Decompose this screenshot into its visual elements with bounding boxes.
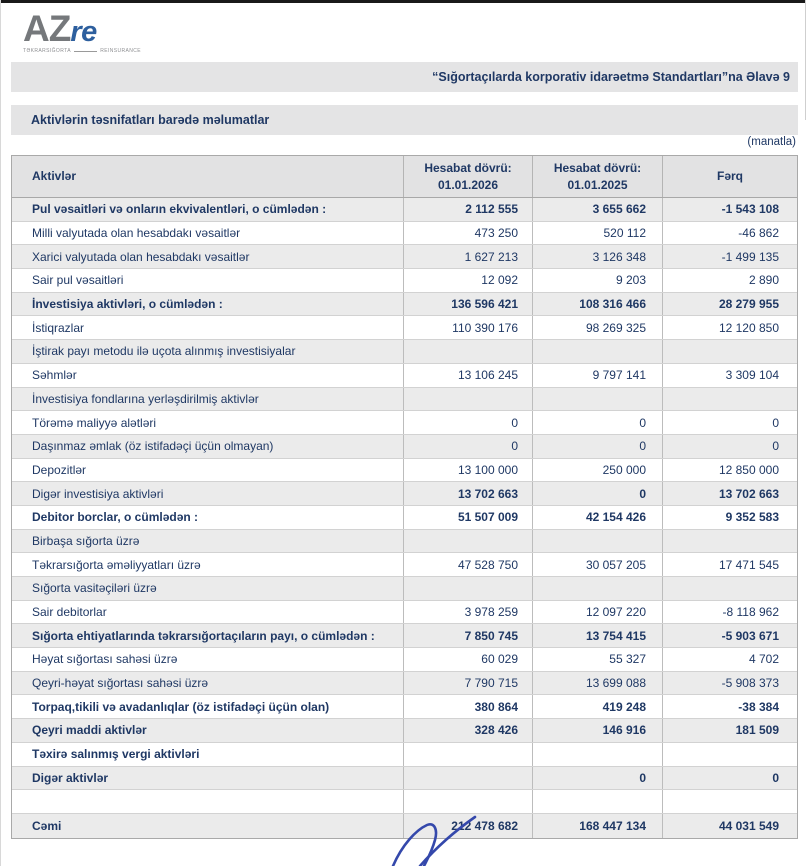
- row-label: Cəmi: [12, 814, 404, 838]
- logo-tagline-left: TƏKRARSIĞORTA: [23, 48, 71, 54]
- row-value: [533, 790, 663, 813]
- row-value: 3 309 104: [725, 368, 779, 383]
- row-label: [12, 790, 404, 813]
- table-row: [12, 767, 797, 791]
- row-value: [663, 577, 797, 600]
- logo-tagline-right: REINSURANCE: [100, 48, 141, 54]
- column-header-2026-line1: Hesabat dövrü:: [424, 161, 512, 176]
- column-header-2025-line2: 01.01.2025: [567, 177, 628, 192]
- row-value: 473 250: [404, 222, 533, 245]
- column-header-2025: [533, 156, 663, 197]
- row-value: 146 916: [533, 719, 663, 742]
- row-value: 3 126 348: [533, 245, 663, 268]
- table-row: [12, 553, 797, 577]
- row-value: 44 031 549: [718, 818, 779, 833]
- table-row: [12, 814, 797, 838]
- row-value: 0: [404, 411, 533, 434]
- row-value: 7 850 745: [404, 624, 533, 647]
- row-value: 17 471 545: [718, 557, 779, 572]
- table-row: [12, 459, 797, 483]
- row-value: [663, 743, 797, 766]
- row-label: İnvestisiya fondlarına yerləşdirilmiş aktivlər: [12, 388, 404, 411]
- table-row: [12, 245, 797, 269]
- row-value: 0: [772, 415, 779, 430]
- row-label: Qeyri-həyat sığortası sahəsi üzrə: [12, 672, 404, 695]
- row-label: Birbaşa sığorta üzrə: [12, 530, 404, 553]
- row-value: 9 203: [533, 269, 663, 292]
- row-label: Sığorta ehtiyatlarında təkrarsığortaçıların payı, o cümlədən :: [12, 624, 404, 647]
- row-value: 13 106 245: [404, 364, 533, 387]
- row-value: [533, 388, 663, 411]
- row-label: Təkrarsığorta əməliyyatları üzrə: [12, 553, 404, 576]
- row-label: Qeyri maddi aktivlər: [12, 719, 404, 742]
- logo-part-re: re: [70, 16, 97, 48]
- row-value: 181 509: [735, 723, 779, 738]
- row-value: 60 029: [404, 648, 533, 671]
- row-label: Digər aktivlər: [12, 767, 404, 790]
- row-value: 136 596 421: [404, 293, 533, 316]
- table-row: [12, 577, 797, 601]
- row-value: 12 850 000: [718, 462, 779, 477]
- table-row: [12, 435, 797, 459]
- table-row: [12, 743, 797, 767]
- row-value: [533, 577, 663, 600]
- row-value: 4 702: [748, 652, 779, 667]
- column-header-assets: Aktivlər: [12, 156, 404, 197]
- row-value: 0: [533, 767, 663, 790]
- column-header-diff: Fərq: [716, 169, 743, 184]
- row-label: Törəmə maliyyə alətləri: [12, 411, 404, 434]
- table-row: [12, 293, 797, 317]
- logo-tagline: [23, 48, 141, 54]
- table-row: [12, 719, 797, 743]
- row-value: [533, 530, 663, 553]
- header-note-band: [11, 62, 798, 92]
- row-value: [663, 340, 797, 363]
- row-value: 51 507 009: [404, 506, 533, 529]
- column-header-2025-line1: Hesabat dövrü:: [553, 161, 642, 176]
- row-value: 0: [772, 770, 779, 785]
- row-label: Xarici valyutada olan hesabdakı vəsaitlər: [12, 245, 404, 268]
- table-row: [12, 340, 797, 364]
- row-value: 1 627 213: [404, 245, 533, 268]
- row-value: [663, 388, 797, 411]
- currency-note: (manatla): [747, 136, 796, 148]
- table-row: [12, 695, 797, 719]
- table-header-row: [12, 156, 797, 198]
- row-value: [404, 767, 533, 790]
- row-label: Milli valyutada olan hesabdakı vəsaitlər: [12, 222, 404, 245]
- row-value: 2 890: [748, 273, 779, 288]
- column-header-2026-line2: 01.01.2026: [437, 177, 499, 192]
- section-title-text: Aktivlərin təsnifatları barədə məlumatlar: [31, 113, 270, 127]
- row-value: -5 908 373: [721, 676, 779, 691]
- table-row: [12, 388, 797, 412]
- row-value: 12 092: [404, 269, 533, 292]
- row-value: 30 057 205: [533, 553, 663, 576]
- table-row: [12, 411, 797, 435]
- row-value: [404, 743, 533, 766]
- row-value: -46 862: [738, 226, 779, 241]
- header-note-text: “Sığortaçılarda korporativ idarəetmə Standartları”na Əlavə 9: [432, 70, 790, 84]
- row-value: 168 447 134: [533, 814, 663, 838]
- row-value: 7 790 715: [404, 672, 533, 695]
- table-row: [12, 269, 797, 293]
- row-label: Sair debitorlar: [12, 601, 404, 624]
- row-label: Depozitlər: [12, 459, 404, 482]
- row-value: 3 655 662: [533, 198, 663, 221]
- row-value: -1 543 108: [721, 202, 779, 217]
- column-header-2026: [404, 156, 533, 197]
- row-value: 12 097 220: [533, 601, 663, 624]
- row-label: İnvestisiya aktivləri, o cümlədən :: [12, 293, 404, 316]
- row-value: -8 118 962: [722, 605, 779, 620]
- row-label: İstiqrazlar: [12, 316, 404, 339]
- row-label: Pul vəsaitləri və onların ekvivalentləri, o cümlədən :: [12, 198, 404, 221]
- table-row: [12, 506, 797, 530]
- row-value: [404, 577, 533, 600]
- row-value: -38 384: [738, 699, 779, 714]
- row-value: 250 000: [533, 459, 663, 482]
- table-row: [12, 482, 797, 506]
- row-value: [404, 530, 533, 553]
- row-value: 28 279 955: [718, 297, 779, 312]
- row-value: 3 978 259: [404, 601, 533, 624]
- azre-logo-wordmark: [23, 10, 153, 47]
- row-value: [404, 340, 533, 363]
- row-label: Təxirə salınmış vergi aktivləri: [12, 743, 404, 766]
- row-label: Sığorta vasitəçiləri üzrə: [12, 577, 404, 600]
- row-label: Səhmlər: [12, 364, 404, 387]
- table-row: [12, 222, 797, 246]
- row-value: 520 112: [533, 222, 663, 245]
- row-value: 9 352 583: [725, 510, 779, 525]
- scan-edge-top: [1, 0, 806, 3]
- row-value: 380 864: [404, 695, 533, 718]
- row-value: -5 903 671: [721, 628, 779, 643]
- row-value: 13 699 088: [533, 672, 663, 695]
- row-value: 55 327: [533, 648, 663, 671]
- row-label: Torpaq,tikili və avadanlıqlar (öz istifadəçi üçün olan): [12, 695, 404, 718]
- table-row: [12, 530, 797, 554]
- row-value: [663, 530, 797, 553]
- row-value: 42 154 426: [533, 506, 663, 529]
- row-value: 47 528 750: [404, 553, 533, 576]
- row-value: 13 702 663: [718, 486, 779, 501]
- row-value: 0: [404, 435, 533, 458]
- table-row: [12, 198, 797, 222]
- row-value: 108 316 466: [533, 293, 663, 316]
- row-value: 0: [533, 482, 663, 505]
- table-row: [12, 316, 797, 340]
- row-value: 419 248: [533, 695, 663, 718]
- table-row: [12, 624, 797, 648]
- row-value: -1 499 135: [721, 249, 779, 264]
- row-value: [404, 388, 533, 411]
- row-value: 98 269 325: [533, 316, 663, 339]
- table-row: [12, 648, 797, 672]
- table-row: [12, 790, 797, 814]
- row-value: 12 120 850: [718, 320, 779, 335]
- row-value: 212 478 682: [404, 814, 533, 838]
- row-value: 13 754 415: [533, 624, 663, 647]
- row-value: 2 112 555: [404, 198, 533, 221]
- row-value: 0: [533, 411, 663, 434]
- row-value: 0: [772, 439, 779, 454]
- row-value: [404, 790, 533, 813]
- table-row: [12, 672, 797, 696]
- logo-part-az: AZ: [23, 8, 71, 49]
- row-value: 13 100 000: [404, 459, 533, 482]
- row-value: 328 426: [404, 719, 533, 742]
- row-value: [663, 790, 797, 813]
- row-value: 9 797 141: [533, 364, 663, 387]
- row-label: İştirak payı metodu ilə uçota alınmış investisiyalar: [12, 340, 404, 363]
- row-label: Sair pul vəsaitləri: [12, 269, 404, 292]
- azre-logo: [23, 10, 153, 54]
- row-label: Digər investisiya aktivləri: [12, 482, 404, 505]
- row-value: 13 702 663: [404, 482, 533, 505]
- row-label: Həyat sığortası sahəsi üzrə: [12, 648, 404, 671]
- row-label: Daşınmaz əmlak (öz istifadəçi üçün olmayan): [12, 435, 404, 458]
- row-value: 0: [533, 435, 663, 458]
- table-body: [12, 198, 797, 838]
- assets-table: [11, 155, 798, 839]
- row-value: [533, 743, 663, 766]
- table-row: [12, 601, 797, 625]
- row-value: 110 390 176: [404, 316, 533, 339]
- row-value: [533, 340, 663, 363]
- row-label: Debitor borclar, o cümlədən :: [12, 506, 404, 529]
- table-row: [12, 364, 797, 388]
- logo-tagline-divider: [74, 51, 97, 52]
- section-title-band: [11, 105, 798, 135]
